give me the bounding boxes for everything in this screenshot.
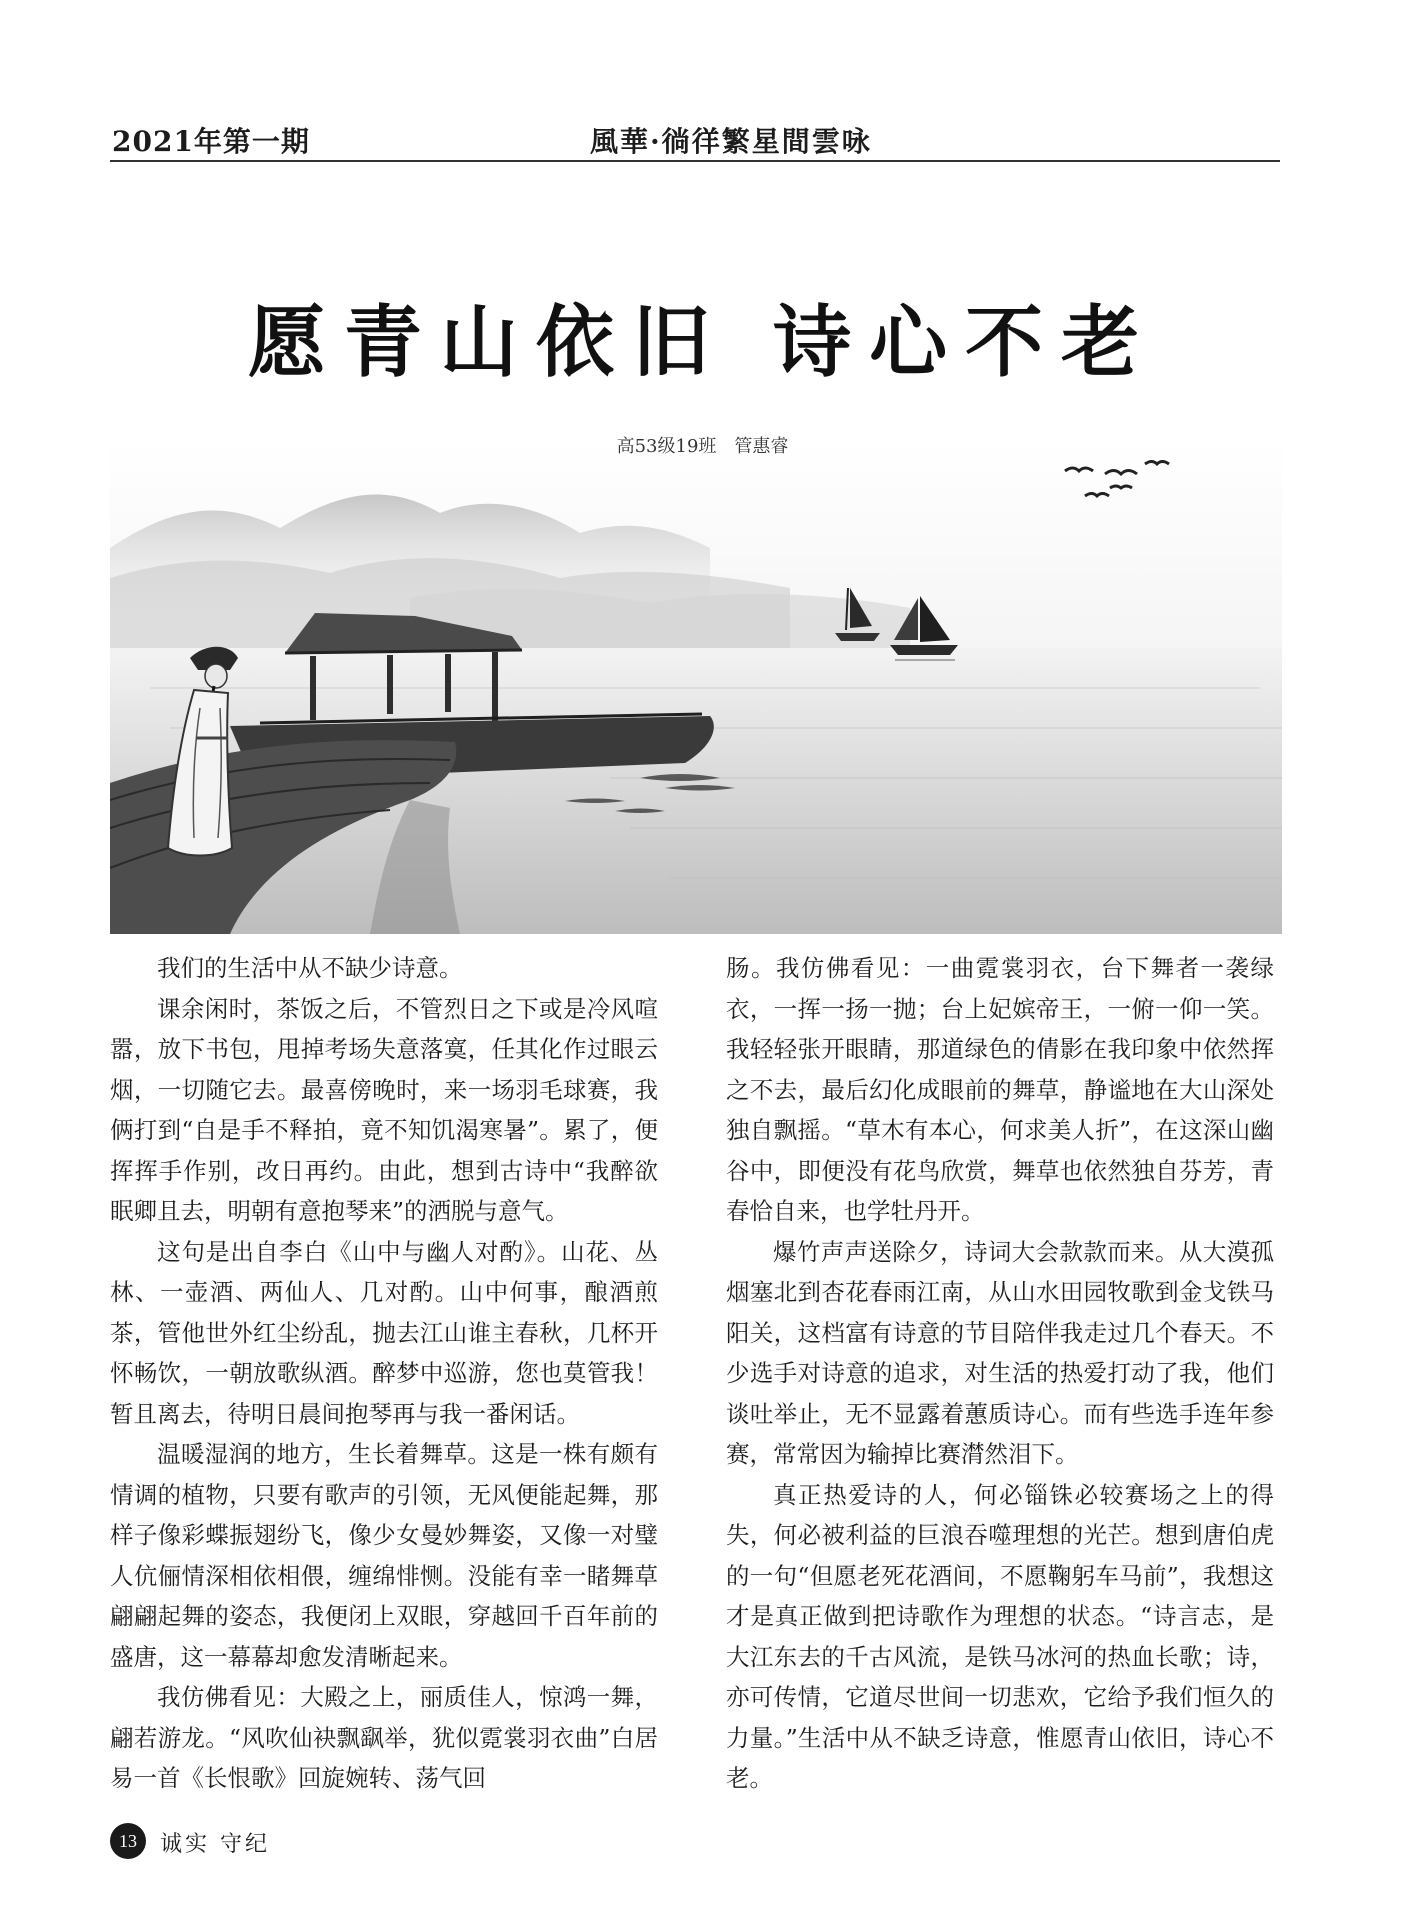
article-column-left: [110, 948, 658, 1799]
paragraph: 温暖湿润的地方，生长着舞草。这是一株有颇有情调的植物，只要有歌声的引领，无风便能起舞，那样子像彩蝶振翅纷飞，像少女曼妙舞姿，又像一对璧人伉俪情深相依相偎，缠绵悱恻。没能有幸一睹舞草翩翩起舞的姿态，我便闭上双眼，穿越回千百年前的盛唐，这一幕幕却愈发清晰起来。: [110, 1440, 658, 1671]
page-header: [110, 118, 1280, 162]
issue-label: 2021年第一期: [112, 125, 310, 158]
article-author: 高53级19班 管惠睿: [616, 436, 789, 457]
ink-painting-illustration: [110, 438, 1282, 934]
paragraph: 这句是出自李白《山中与幽人对酌》。山花、丛林、一壶酒、两仙人、几对酌。山中何事，酿酒煎茶，管他世外红尘纷乱，抛去江山谁主春秋，几杯开怀畅饮，一朝放歌纵酒。醉梦中巡游，您也莫管我！暂且离去，待明日晨间抱琴再与我一番闲话。: [110, 1237, 658, 1428]
article-title: 愿青山依旧 诗心不老: [247, 297, 1158, 388]
paragraph-continued: 肠。我仿佛看见：一曲霓裳羽衣，台下舞者一袭绿衣，一挥一扬一抛；台上妃嫔帝王，一俯一仰一笑。我轻轻张开眼睛，那道绿色的倩影在我印象中依然挥之不去，最后幻化成眼前的舞草，静谧地在大山深处独自飘摇。“草木有本心，何求美人折”，在这深山幽谷中，即便没有花鸟欣赏，舞草也依然独自芬芳，青春恰自来，也学牡丹开。: [726, 954, 1274, 1225]
column-name: 風華·徜徉繁星間雲咏: [590, 125, 872, 158]
article-column-right: [726, 948, 1274, 1799]
paragraph: 爆竹声声送除夕，诗词大会款款而来。从大漠孤烟塞北到杏花春雨江南，从山水田园牧歌到金戈铁马阳关，这档富有诗意的节目陪伴我走过几个春天。不少选手对诗意的追求，对生活的热爱打动了我，他们谈吐举止，无不显露着蕙质诗心。而有些选手连年参赛，常常因为输掉比赛潸然泪下。: [726, 1237, 1274, 1468]
paragraph: 我仿佛看见：大殿之上，丽质佳人，惊鸿一舞，翩若游龙。“风吹仙袂飘飖举，犹似霓裳羽衣曲”白居易一首《长恨歌》回旋婉转、荡气回: [110, 1683, 658, 1792]
page-number: 13: [110, 1823, 146, 1859]
paragraph: 我们的生活中从不缺少诗意。: [157, 954, 463, 982]
paragraph: 真正热爱诗的人，何必锱铢必较赛场之上的得失，何必被利益的巨浪吞噬理想的光芒。想到唐伯虎的一句“但愿老死花酒间，不愿鞠躬车马前”，我想这才是真正做到把诗歌作为理想的状态。“诗言志，是大江东去的千古风流，是铁马冰河的热血长歌；诗，亦可传情，它道尽世间一切悲欢，它给予我们恒久的力量。”生活中从不缺乏诗意，惟愿青山依旧，诗心不老。: [726, 1480, 1274, 1792]
footer-motto: 诚实 守纪: [160, 1832, 270, 1857]
paragraph: 课余闲时，茶饭之后，不管烈日之下或是冷风喧嚣，放下书包，甩掉考场失意落寞，任其化作过眼云烟，一切随它去。最喜傍晚时，来一场羽毛球赛，我俩打到“自是手不释拍，竟不知饥渴寒暑”。累了，便挥挥手作别，改日再约。由此，想到古诗中“我醉欲眠卿且去，明朝有意抱琴来”的洒脱与意气。: [110, 994, 658, 1225]
